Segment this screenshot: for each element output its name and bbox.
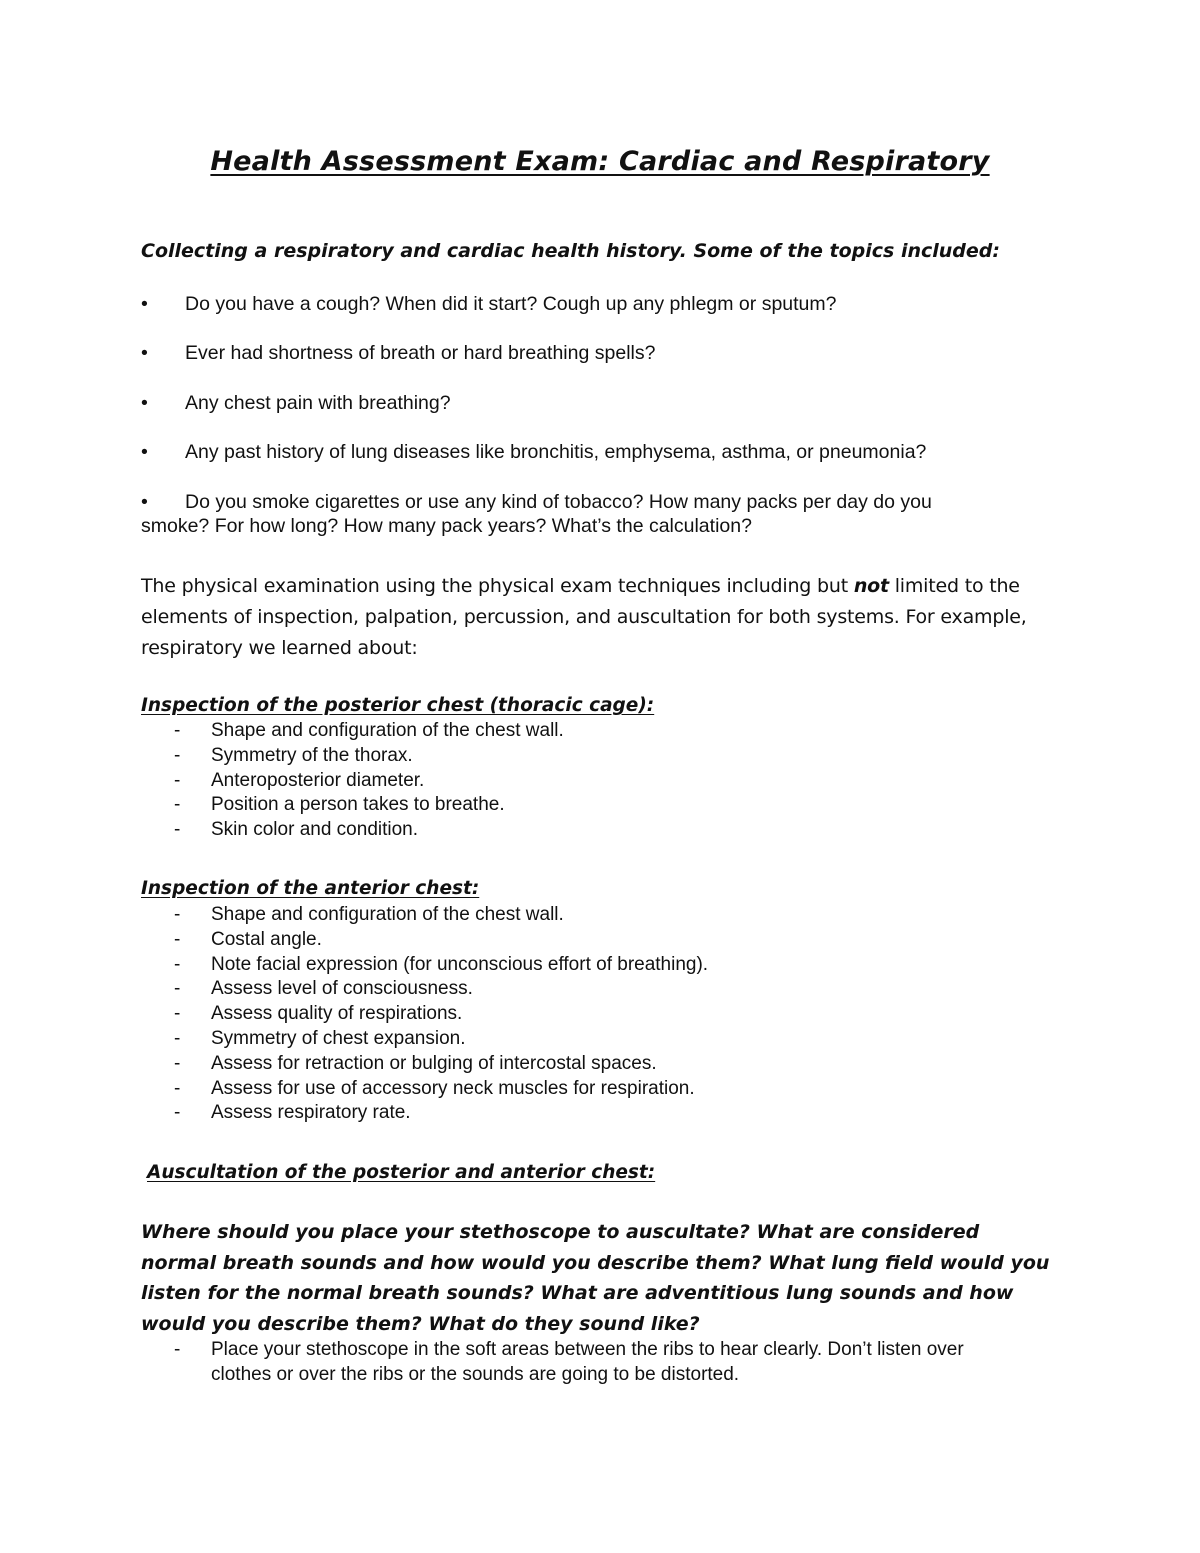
list-item [174,818,1054,843]
history-bullet [141,341,1061,365]
dash-symbol: - [174,1339,181,1360]
list-item [174,744,1054,769]
dash-symbol: - [174,744,181,766]
history-bullet [141,440,1061,464]
anterior-heading: Inspection of the anterior chest: [141,878,480,899]
history-bullet [141,391,1061,415]
list-item [174,1052,1054,1077]
document-title: Health Assessment Exam: Cardiac and Respiratory [210,146,990,177]
paragraph-text: The physical examination using the physical exam techniques including but [141,575,854,597]
list-item [174,1027,1054,1052]
list-item-text: Note facial expression (for unconscious effort of breathing). [211,953,709,975]
auscultation-heading: Auscultation of the posterior and anterior chest: [147,1162,656,1183]
bullet-text: Any past history of lung diseases like bronchitis, emphysema, asthma, or pneumonia? [185,441,927,463]
bullet-text: Any chest pain with breathing? [185,392,451,414]
dash-symbol: - [174,904,181,925]
dash-symbol: - [174,1077,181,1099]
auscultation-questions: Where should you place your stethoscope to auscultate? What are considered normal breath sounds and how would you describe them? What lung field would you listen for the normal breath sounds? What are adventitious lung sounds and how would you describe them? What do they sound like? [141,1221,1050,1335]
list-item-text: Assess level of consciousness. [211,978,473,1000]
list-item-text: Place your stethoscope in the soft areas between the ribs to hear clearly. Don’t listen over clothes or over the ribs or the sounds are going to be distorted. [211,1339,964,1385]
posterior-heading: Inspection of the posterior chest (thoracic cage): [141,695,655,716]
list-item [174,1101,1054,1126]
dash-symbol: - [174,953,181,975]
dash-symbol: - [174,720,181,741]
list-item-text: Symmetry of chest expansion. [211,1027,466,1049]
list-item [174,1077,1054,1102]
list-item-text: Assess for retraction or bulging of intercostal spaces. [211,1052,657,1074]
dash-symbol: - [174,1027,181,1049]
intro-text: Collecting a respiratory and cardiac health history. Some of the topics included: [141,240,1000,262]
emphasis-text: not [853,575,889,597]
posterior-list [174,719,1054,843]
dash-symbol: - [174,978,181,1000]
list-item-text: Costal angle. [211,928,322,950]
list-item-text: Assess quality of respirations. [211,1003,463,1025]
list-item [174,977,1054,1002]
dash-symbol: - [174,769,181,791]
bullet-symbol: • [141,293,148,315]
dash-symbol: - [174,928,181,950]
history-bullet [141,490,1061,514]
dash-symbol: - [174,1003,181,1025]
list-item [174,719,1054,744]
dash-symbol: - [174,1102,181,1124]
list-item-text: Anteroposterior diameter. [211,769,425,791]
paragraph-text: limited to the elements of inspection, palpation, percussion, and auscultation for both systems. For example, respiratory we learned about: [141,575,1027,659]
list-item [174,928,1054,953]
history-bullet [141,292,1061,316]
bullet-symbol: • [141,392,148,414]
bullet-symbol: • [141,342,148,364]
bullet-symbol: • [141,441,148,463]
dash-symbol: - [174,819,181,841]
auscultation-list [174,1338,1024,1388]
list-item-text: Assess for use of accessory neck muscles for respiration. [211,1077,695,1099]
list-item [174,793,1054,818]
list-item-text: Shape and configuration of the chest wall. [211,904,564,925]
bullet-text: Do you have a cough? When did it start? Cough up any phlegm or sputum? [185,293,837,315]
bullet-text: Do you smoke cigarettes or use any kind of tobacco? How many packs per day do you [185,491,932,513]
list-item [174,903,1054,928]
list-item-text: Symmetry of the thorax. [211,744,413,766]
bullet-text: smoke? For how long? How many pack years? What’s the calculation? [141,515,752,537]
list-item-text: Skin color and condition. [211,819,419,841]
list-item [174,953,1054,978]
dash-symbol: - [174,794,181,816]
list-item-text: Position a person takes to breathe. [211,794,505,816]
physical-exam-paragraph [141,571,1061,664]
bullet-symbol: • [141,491,148,513]
history-bullet-continuation [141,514,1061,538]
anterior-list [174,903,1054,1126]
dash-symbol: - [174,1052,181,1074]
list-item [174,1002,1054,1027]
list-item [174,769,1054,794]
list-item [174,1338,1024,1388]
list-item-text: Shape and configuration of the chest wall. [211,720,564,741]
list-item-text: Assess respiratory rate. [211,1102,411,1124]
bullet-text: Ever had shortness of breath or hard breathing spells? [185,342,656,364]
